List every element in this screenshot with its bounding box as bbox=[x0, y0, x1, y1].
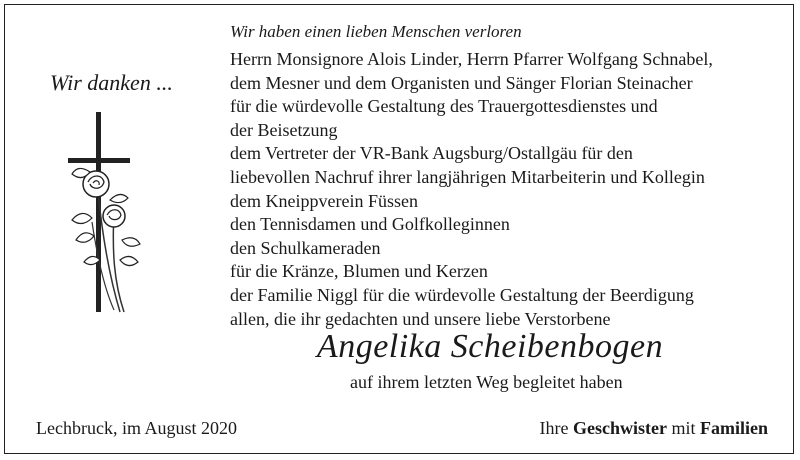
thanks-line: dem Mesner und dem Organisten und Sänger Florian Steinacher bbox=[230, 72, 693, 93]
thanks-line: der Familie Niggl für die würdevolle Gestaltung der Beerdigung bbox=[230, 284, 694, 305]
thanks-line: den Tennisdamen und Golfkolleginnen bbox=[230, 214, 510, 235]
signature-families: Familien bbox=[700, 418, 768, 438]
thanks-line: Herrn Monsignore Alois Linder, Herrn Pfarrer Wolfgang Schnabel, bbox=[230, 49, 713, 69]
cross-with-roses-icon bbox=[62, 112, 152, 322]
thanks-line: allen, die ihr gedachten und unsere liebe Verstorbene bbox=[230, 308, 611, 329]
thanks-line: für die Kränze, Blumen und Kerzen bbox=[230, 261, 488, 282]
thanks-line: der Beisetzung bbox=[230, 119, 338, 140]
place-date: Lechbruck, im August 2020 bbox=[36, 418, 237, 438]
thanks-heading: Wir danken ... bbox=[50, 70, 173, 95]
thanks-line: dem Kneippverein Füssen bbox=[230, 190, 418, 211]
thanks-line: den Schulkameraden bbox=[230, 237, 381, 258]
signature-siblings: Geschwister bbox=[573, 418, 667, 438]
thanks-list bbox=[230, 48, 713, 331]
deceased-name: Angelika Scheibenbogen bbox=[316, 328, 664, 365]
signature-prefix: Ihre bbox=[539, 418, 569, 438]
thanks-line: liebevollen Nachruf ihrer langjährigen Mitarbeiterin und Kollegin bbox=[230, 166, 705, 187]
thanks-line: für die würdevolle Gestaltung des Trauergottesdienstes und bbox=[230, 96, 658, 117]
signature-middle: mit bbox=[671, 418, 696, 438]
accompanied-text: auf ihrem letzten Weg begleitet haben bbox=[350, 372, 623, 392]
deceased-name-row bbox=[0, 328, 800, 366]
subtitle: Wir haben einen lieben Menschen verloren bbox=[230, 22, 522, 41]
signature bbox=[540, 418, 768, 439]
thanks-line: dem Vertreter der VR-Bank Augsburg/Ostallgäu für den bbox=[230, 143, 633, 164]
